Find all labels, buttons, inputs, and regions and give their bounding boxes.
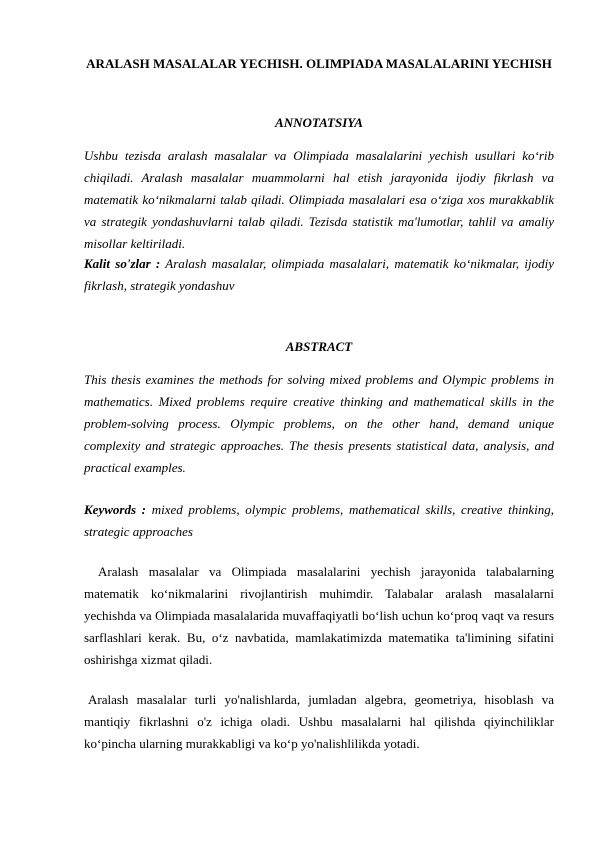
abstract-keywords bbox=[84, 499, 554, 543]
annotation-keywords-label: Kalit so'zlar : bbox=[84, 256, 161, 271]
annotation-keywords-list: Aralash masalalar, olimpiada masalalari, matematik ko‘nikmalar, ijodiy fikrlash, strategik yondashuv bbox=[84, 256, 554, 293]
body-paragraph-2: Aralash masalalar turli yo'nalishlarda, jumladan algebra, geometriya, hisoblash va mantiqiy fikrlashni o'z ichiga oladi. Ushbu masalalarni hal qilishda qiyinchiliklar ko‘pincha ularning murakkabligi va ko‘p yo'nalishlilikda yotadi. bbox=[84, 692, 554, 751]
abstract-heading: ABSTRACT bbox=[285, 339, 353, 354]
paper-title: ARALASH MASALALAR YECHISH. OLIMPIADA MASALALARINI YECHISH bbox=[86, 56, 552, 71]
abstract-text: This thesis examines the methods for solving mixed problems and Olympic problems in mathematics. Mixed problems require creative thinking and mathematical skills in the problem-solving process. Olympic problems, on the other hand, demand unique complexity and strategic approaches. The thesis presents statistical data, analysis, and practical examples. bbox=[84, 372, 554, 475]
annotation-text: Ushbu tezisda aralash masalalar va Olimpiada masalalarini yechish usullari ko‘rib chiqiladi. Aralash masalalar muammolarni hal etish jarayonida ijodiy fikrlash va matematik ko‘nikmalarni talab qiladi. Olimpiada masalalari esa o‘ziga xos murakkablik va strategik yondashuvlarni talab qiladi. Tezisda statistik ma'lumotlar, tahlil va amaliy misollar keltiriladi. bbox=[84, 148, 554, 251]
abstract-keywords-label: Keywords : bbox=[84, 502, 147, 517]
annotation-keywords bbox=[84, 253, 554, 297]
annotation-heading: ANNOTATSIYA bbox=[275, 115, 363, 130]
body-paragraph-1: Aralash masalalar va Olimpiada masalalarini yechish jarayonida talabalarning matematik ko‘nikmalarini rivojlantirish muhimdir. Talabalar aralash masalalarni yechishda va Olimpiada masalalarida muvaffaqiyatli bo‘lish uchun ko‘proq vaqt va resurs sarflashlari kerak. Bu, o‘z navbatida, mamlakatimizda matematika ta'limining sifatini oshirishga xizmat qiladi. bbox=[84, 564, 554, 667]
abstract-keywords-list: mixed problems, olympic problems, mathematical skills, creative thinking, strategic approaches bbox=[84, 502, 554, 539]
